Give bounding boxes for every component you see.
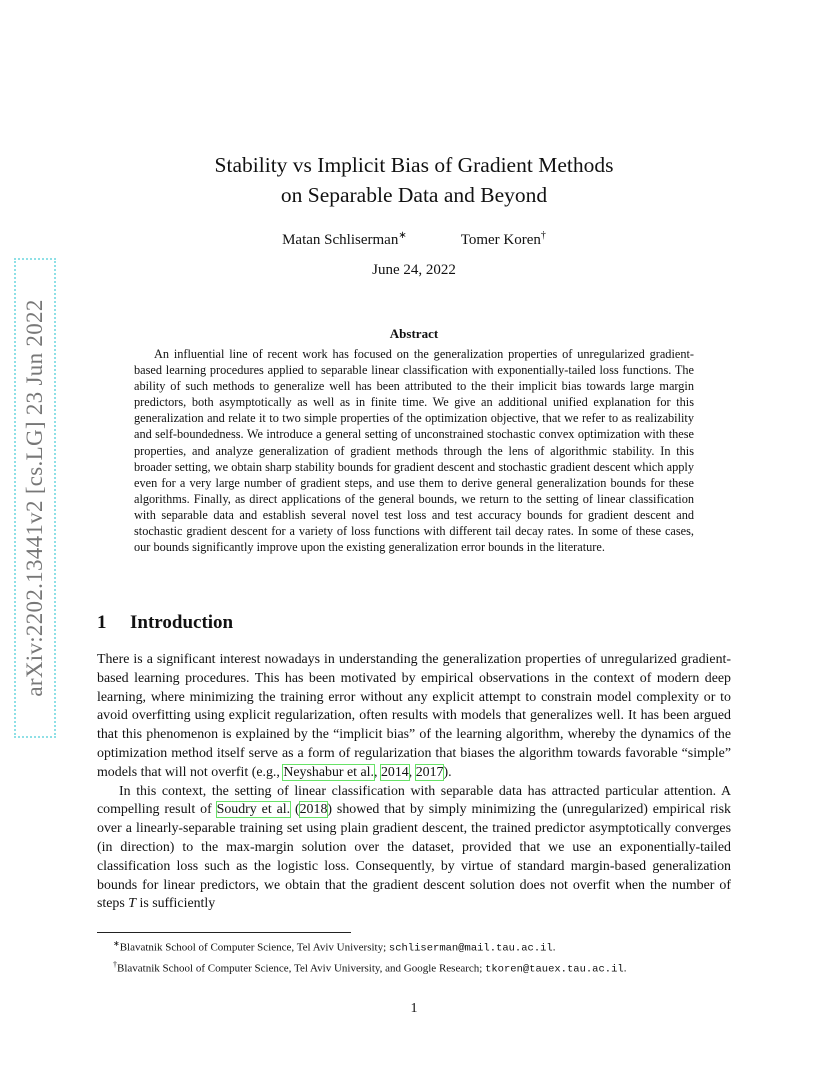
intro-p1-text: There is a significant interest nowadays in understanding the generalization properties of unregularized gradient-based learning procedures. This has been motivated by empirical observations in the context of modern deep learning, where minimizing the training error without any explicit attempt to constrain model complexity or to avoid overfitting using explicit regularization, often results with models that generalizes well. It has been argued that this phenomenon is explained by the “implicit bias” of the learning algorithm, whereby the dynamics of the optimization method itself serve as a form of regularization that biases the algorithm towards favorable “simple” models that will not overfit (e.g., [97, 652, 731, 780]
footnotes [113, 936, 733, 977]
footnote-1-period: . [552, 941, 556, 954]
footnote-1-mark: ∗ [113, 939, 120, 948]
author-list [0, 230, 828, 249]
citation-link-neyshabur[interactable]: Neyshabur et al. [283, 764, 374, 780]
author-2-name: Tomer Koren [460, 232, 541, 248]
introduction-body [97, 651, 731, 914]
author-2 [461, 230, 546, 249]
citation-link-2014[interactable]: 2014 [380, 764, 409, 780]
paper-date: June 24, 2022 [372, 262, 456, 278]
footnote-1-affiliation: Blavatnik School of Computer Science, Tel Aviv University; [119, 941, 389, 954]
footnote-divider [97, 932, 351, 933]
intro-p2-text: In this context, the setting of linear classification with separable data has attracted particular attention. A compelling result of [97, 783, 731, 818]
intro-p2-end: is sufficiently [136, 896, 216, 912]
abstract-text: An influential line of recent work has focused on the generalization properties of unregularized gradient-based learning procedures applied to separable linear classification with exponentially-tailed loss functions. The ability of such methods to generalize well has been attributed to the their implicit bias towards large margin predictors, both asymptotically as well as in finite time. We give an additional unified explanation for this generalization and relate it to two simple properties of the optimization objective, that we refer to as realizability and self-boundedness. We introduce a general setting of unconstrained stochastic convex optimization with these properties, and analyze generalization of gradient methods through the lens of algorithmic stability. In this broader setting, we obtain sharp stability bounds for gradient descent and stochastic gradient descent which apply even for a very large number of gradient steps, and use them to derive general generalization bounds for these algorithms. Finally, as direct applications of the general bounds, we return to the setting of linear classification with separable data and establish several novel test loss and test accuracy bounds for gradient descent and stochastic gradient descent for a variety of loss functions with different tail decay rates. In some of these cases, our bounds significantly improve upon the existing generalization error bounds in the literature. [134, 347, 694, 555]
arxiv-identifier[interactable]: arXiv:2202.13441v2 [cs.LG] 23 Jun 2022 [22, 299, 47, 697]
footnote-2-email[interactable]: tkoren@tauex.tau.ac.il [485, 963, 624, 976]
citation-separator: , [374, 764, 381, 780]
title-line-2: on Separable Data and Beyond [280, 183, 548, 207]
footnote-2 [113, 957, 733, 978]
citation-link-soudry[interactable]: Soudry et al. [216, 802, 291, 818]
section-heading-introduction [97, 612, 233, 634]
section-number: 1 [97, 612, 107, 633]
author-1 [282, 230, 407, 249]
page-number: 1 [410, 1001, 418, 1016]
citation-separator: ( [290, 802, 300, 818]
footnote-2-mark: † [113, 959, 117, 969]
math-variable-T: T [128, 896, 136, 912]
section-title: Introduction [130, 612, 234, 633]
citation-link-2017[interactable]: 2017 [415, 764, 444, 780]
intro-p2-body: ) showed that by simply minimizing the (unregularized) empirical risk over a linearly-separable training set using plain gradient descent, the trained predictor asymptotically converges (in direction) to the max-margin solution over the dataset, provided that we use an exponentially-tailed classification loss such as the logistic loss. Consequently, by virtue of standard margin-based generalization bounds for linear predictors, we obtain that the gradient descent solution does not overfit when the number of steps [97, 802, 731, 912]
citation-separator: , [408, 764, 416, 780]
footnote-2-period: . [623, 962, 627, 975]
citation-link-2018[interactable]: 2018 [299, 802, 328, 818]
paper-title [0, 150, 828, 210]
intro-p1-end: ). [443, 764, 452, 780]
author-1-name: Matan Schliserman [282, 232, 399, 248]
author-1-footnote-mark[interactable]: ∗ [398, 230, 407, 241]
abstract-heading: Abstract [389, 326, 439, 341]
footnote-2-affiliation: Blavatnik School of Computer Science, Tel Aviv University, and Google Research; [117, 962, 486, 975]
footnote-1 [113, 936, 733, 957]
title-line-1: Stability vs Implicit Bias of Gradient Methods [214, 153, 614, 177]
intro-paragraph-1 [97, 651, 731, 783]
intro-paragraph-2 [97, 783, 731, 915]
author-2-footnote-mark[interactable]: † [540, 230, 546, 241]
footnote-1-email[interactable]: schliserman@mail.tau.ac.il [388, 942, 553, 955]
